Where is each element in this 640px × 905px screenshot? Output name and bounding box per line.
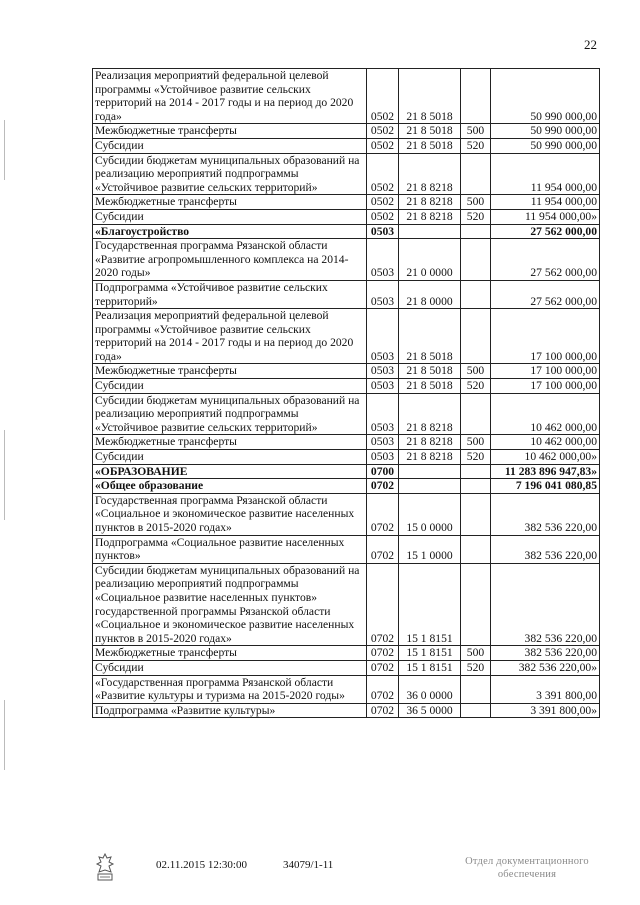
footer-document-code: 34079/1-11 bbox=[283, 859, 334, 871]
row-expense-type bbox=[461, 535, 491, 563]
row-amount: 382 536 220,00» bbox=[491, 660, 600, 675]
row-amount: 11 954 000,00» bbox=[491, 209, 600, 224]
row-section-code: 0502 bbox=[367, 69, 399, 124]
row-section-code: 0503 bbox=[367, 309, 399, 364]
table-row bbox=[93, 479, 600, 494]
row-expense-type bbox=[461, 703, 491, 718]
table-row bbox=[93, 153, 600, 195]
margin-mark bbox=[4, 700, 5, 770]
row-target-code: 21 8 8218 bbox=[399, 195, 461, 210]
row-expense-type: 520 bbox=[461, 138, 491, 153]
margin-mark bbox=[4, 430, 5, 520]
row-expense-type: 500 bbox=[461, 364, 491, 379]
row-expense-type bbox=[461, 479, 491, 494]
row-expense-type bbox=[461, 493, 491, 535]
row-amount: 11 954 000,00 bbox=[491, 153, 600, 195]
row-expense-type bbox=[461, 309, 491, 364]
row-section-code: 0502 bbox=[367, 209, 399, 224]
row-section-code: 0702 bbox=[367, 479, 399, 494]
row-target-code: 21 8 0000 bbox=[399, 280, 461, 308]
row-amount: 50 990 000,00 bbox=[491, 124, 600, 139]
table-row bbox=[93, 224, 600, 239]
row-section-code: 0503 bbox=[367, 280, 399, 308]
row-name: Субсидии bbox=[93, 660, 367, 675]
table-row bbox=[93, 239, 600, 281]
row-name: Субсидии bbox=[93, 379, 367, 394]
row-name: «Благоустройство bbox=[93, 224, 367, 239]
row-target-code: 21 8 5018 bbox=[399, 124, 461, 139]
row-section-code: 0503 bbox=[367, 364, 399, 379]
row-section-code: 0702 bbox=[367, 646, 399, 661]
row-section-code: 0700 bbox=[367, 464, 399, 479]
row-name: Межбюджетные трансферты bbox=[93, 195, 367, 210]
row-name: Государственная программа Рязанской области «Социальное и экономическое развитие населенных пунктов в 2015-2020 годах» bbox=[93, 493, 367, 535]
row-target-code: 21 8 8218 bbox=[399, 450, 461, 465]
row-expense-type bbox=[461, 224, 491, 239]
table-row bbox=[93, 124, 600, 139]
row-expense-type bbox=[461, 239, 491, 281]
row-section-code: 0702 bbox=[367, 703, 399, 718]
row-target-code: 21 8 5018 bbox=[399, 364, 461, 379]
row-name: Межбюджетные трансферты bbox=[93, 124, 367, 139]
table-row bbox=[93, 195, 600, 210]
row-amount: 10 462 000,00 bbox=[491, 435, 600, 450]
row-target-code: 36 0 0000 bbox=[399, 675, 461, 703]
row-expense-type bbox=[461, 153, 491, 195]
table-row bbox=[93, 675, 600, 703]
row-name: Реализация мероприятий федеральной целевой программы «Устойчивое развитие сельских территорий на 2014 - 2017 годы и на период до 2020 года» bbox=[93, 69, 367, 124]
row-expense-type bbox=[461, 563, 491, 646]
table-row bbox=[93, 450, 600, 465]
row-expense-type: 500 bbox=[461, 646, 491, 661]
row-amount: 382 536 220,00 bbox=[491, 646, 600, 661]
stamp-line: обеспечения bbox=[497, 869, 557, 880]
row-name: Государственная программа Рязанской области «Развитие агропромышленного комплекса на 2014-2020 годы» bbox=[93, 239, 367, 281]
row-section-code: 0702 bbox=[367, 563, 399, 646]
row-name: Субсидии bbox=[93, 209, 367, 224]
row-amount: 382 536 220,00 bbox=[491, 493, 600, 535]
row-section-code: 0503 bbox=[367, 450, 399, 465]
row-name: Межбюджетные трансферты bbox=[93, 364, 367, 379]
row-target-code bbox=[399, 224, 461, 239]
row-amount: 10 462 000,00 bbox=[491, 393, 600, 435]
row-section-code: 0503 bbox=[367, 435, 399, 450]
row-amount: 3 391 800,00 bbox=[491, 675, 600, 703]
row-name: Межбюджетные трансферты bbox=[93, 646, 367, 661]
footer-date: 02.11.2015 12:30:00 bbox=[156, 859, 247, 871]
row-target-code: 21 8 8218 bbox=[399, 393, 461, 435]
row-amount: 17 100 000,00 bbox=[491, 309, 600, 364]
row-amount: 382 536 220,00 bbox=[491, 535, 600, 563]
table-row bbox=[93, 379, 600, 394]
row-target-code: 21 8 8218 bbox=[399, 435, 461, 450]
row-target-code: 21 8 8218 bbox=[399, 209, 461, 224]
row-expense-type: 500 bbox=[461, 124, 491, 139]
row-expense-type bbox=[461, 69, 491, 124]
row-name: Подпрограмма «Социальное развитие населенных пунктов» bbox=[93, 535, 367, 563]
budget-table-body bbox=[93, 69, 600, 718]
row-amount: 7 196 041 080,85 bbox=[491, 479, 600, 494]
table-row bbox=[93, 393, 600, 435]
row-amount: 17 100 000,00 bbox=[491, 364, 600, 379]
row-section-code: 0702 bbox=[367, 675, 399, 703]
row-expense-type bbox=[461, 280, 491, 308]
table-row bbox=[93, 703, 600, 718]
row-expense-type bbox=[461, 393, 491, 435]
table-row bbox=[93, 435, 600, 450]
row-amount: 10 462 000,00» bbox=[491, 450, 600, 465]
row-name: Субсидии бюджетам муниципальных образований на реализацию мероприятий подпрограммы «Устойчивое развитие сельских территорий» bbox=[93, 153, 367, 195]
row-expense-type: 520 bbox=[461, 450, 491, 465]
row-amount: 27 562 000,00 bbox=[491, 280, 600, 308]
row-amount: 50 990 000,00 bbox=[491, 69, 600, 124]
row-name: Субсидии bbox=[93, 450, 367, 465]
budget-table bbox=[92, 68, 600, 718]
table-row bbox=[93, 493, 600, 535]
row-expense-type: 500 bbox=[461, 435, 491, 450]
row-target-code: 15 1 0000 bbox=[399, 535, 461, 563]
row-amount: 27 562 000,00 bbox=[491, 239, 600, 281]
row-expense-type: 520 bbox=[461, 379, 491, 394]
row-section-code: 0702 bbox=[367, 535, 399, 563]
row-expense-type: 520 bbox=[461, 209, 491, 224]
margin-mark bbox=[4, 120, 5, 180]
table-row bbox=[93, 138, 600, 153]
row-section-code: 0502 bbox=[367, 138, 399, 153]
row-amount: 11 283 896 947,83» bbox=[491, 464, 600, 479]
row-target-code: 15 1 8151 bbox=[399, 660, 461, 675]
row-name: Подпрограмма «Развитие культуры» bbox=[93, 703, 367, 718]
row-name: «Государственная программа Рязанской области «Развитие культуры и туризма на 2015-2020 годы» bbox=[93, 675, 367, 703]
table-row bbox=[93, 309, 600, 364]
row-name: Реализация мероприятий федеральной целевой программы «Устойчивое развитие сельских территорий на 2014 - 2017 годы и на период до 2020 года» bbox=[93, 309, 367, 364]
table-row bbox=[93, 535, 600, 563]
table-row bbox=[93, 646, 600, 661]
row-section-code: 0502 bbox=[367, 195, 399, 210]
row-name: Субсидии бюджетам муниципальных образований на реализацию мероприятий подпрограммы «Устойчивое развитие сельских территорий» bbox=[93, 393, 367, 435]
row-target-code: 21 0 0000 bbox=[399, 239, 461, 281]
row-section-code: 0702 bbox=[367, 493, 399, 535]
row-expense-type: 500 bbox=[461, 195, 491, 210]
row-name: Подпрограмма «Устойчивое развитие сельских территорий» bbox=[93, 280, 367, 308]
row-name: Межбюджетные трансферты bbox=[93, 435, 367, 450]
row-section-code: 0503 bbox=[367, 224, 399, 239]
row-name: «Общее образование bbox=[93, 479, 367, 494]
row-target-code: 21 8 5018 bbox=[399, 309, 461, 364]
row-name: Субсидии bbox=[93, 138, 367, 153]
row-target-code: 21 8 5018 bbox=[399, 69, 461, 124]
table-row bbox=[93, 69, 600, 124]
row-target-code bbox=[399, 464, 461, 479]
table-row bbox=[93, 563, 600, 646]
row-target-code: 15 0 0000 bbox=[399, 493, 461, 535]
row-target-code: 15 1 8151 bbox=[399, 646, 461, 661]
row-amount: 382 536 220,00 bbox=[491, 563, 600, 646]
page-number: 22 bbox=[584, 37, 597, 52]
table-row bbox=[93, 660, 600, 675]
row-target-code bbox=[399, 479, 461, 494]
row-target-code: 21 8 8218 bbox=[399, 153, 461, 195]
row-target-code: 21 8 5018 bbox=[399, 379, 461, 394]
row-amount: 11 954 000,00 bbox=[491, 195, 600, 210]
row-target-code: 36 5 0000 bbox=[399, 703, 461, 718]
stamp-line: Отдел документационного bbox=[465, 856, 589, 867]
table-row bbox=[93, 209, 600, 224]
row-section-code: 0503 bbox=[367, 393, 399, 435]
row-amount: 17 100 000,00 bbox=[491, 379, 600, 394]
row-section-code: 0502 bbox=[367, 124, 399, 139]
row-amount: 3 391 800,00» bbox=[491, 703, 600, 718]
row-expense-type: 520 bbox=[461, 660, 491, 675]
row-name: «ОБРАЗОВАНИЕ bbox=[93, 464, 367, 479]
department-stamp bbox=[452, 855, 602, 881]
row-section-code: 0503 bbox=[367, 379, 399, 394]
row-expense-type bbox=[461, 464, 491, 479]
row-expense-type bbox=[461, 675, 491, 703]
table-row bbox=[93, 280, 600, 308]
row-target-code: 21 8 5018 bbox=[399, 138, 461, 153]
row-amount: 27 562 000,00 bbox=[491, 224, 600, 239]
row-name: Субсидии бюджетам муниципальных образований на реализацию мероприятий подпрограммы «Социальное развитие населенных пунктов» государственной программы Рязанской области «Социальное и экономическое развитие населенных пунктов в 2015-2020 годах» bbox=[93, 563, 367, 646]
row-section-code: 0702 bbox=[367, 660, 399, 675]
row-amount: 50 990 000,00 bbox=[491, 138, 600, 153]
row-section-code: 0503 bbox=[367, 239, 399, 281]
table-row bbox=[93, 464, 600, 479]
row-target-code: 15 1 8151 bbox=[399, 563, 461, 646]
row-section-code: 0502 bbox=[367, 153, 399, 195]
coat-of-arms-icon bbox=[93, 852, 117, 882]
table-row bbox=[93, 364, 600, 379]
